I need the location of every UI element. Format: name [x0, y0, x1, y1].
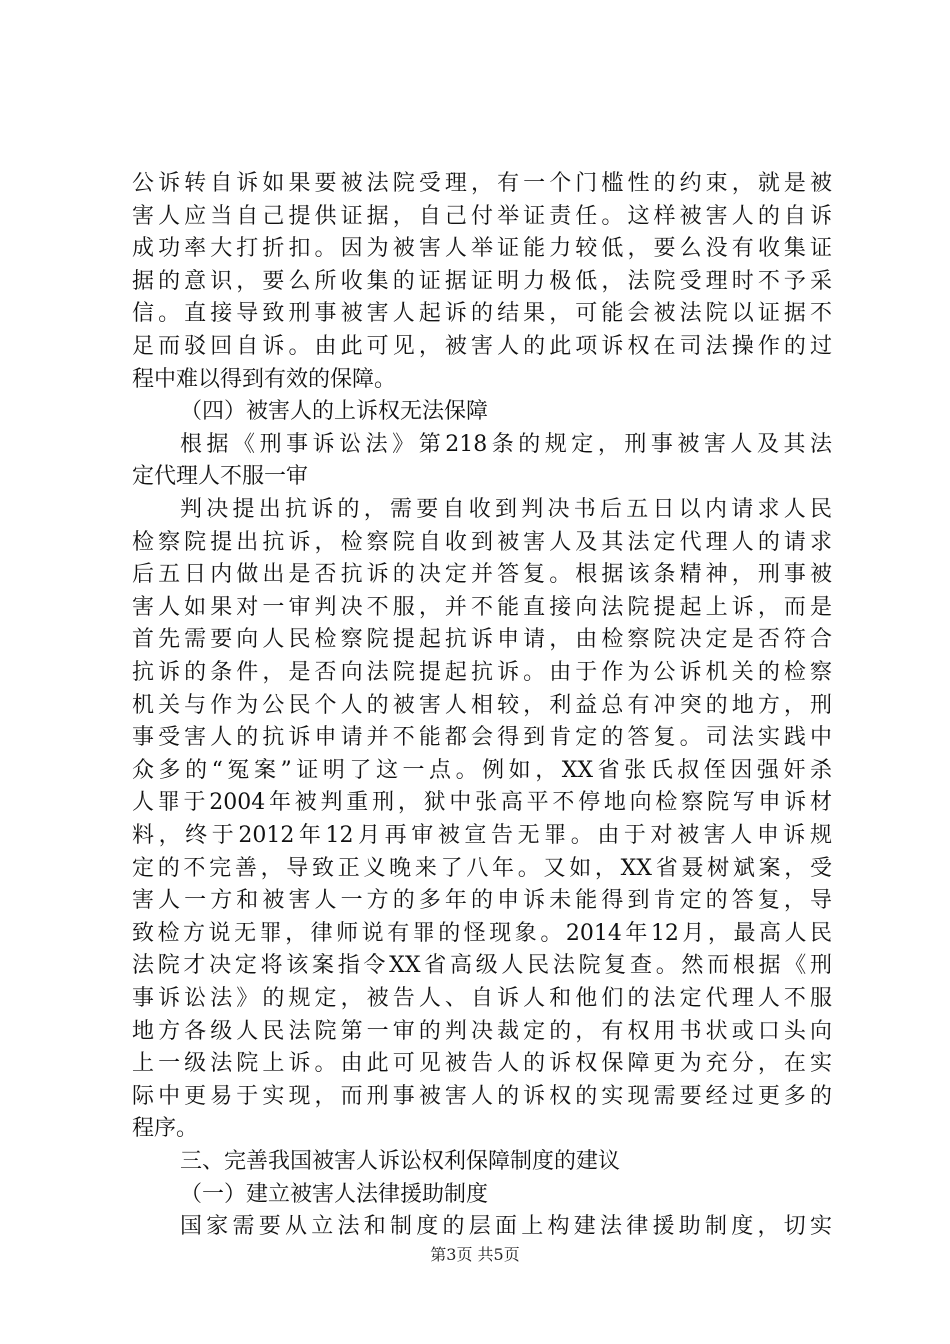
- body-line: 害人应当自己提供证据，自己付举证责任。这样被害人的自诉: [132, 203, 832, 229]
- body-line: 上一级法院上诉。由此可见被告人的诉权保障更为充分，在实: [132, 1051, 832, 1077]
- body-line: 法院才决定将该案指令XX省高级人民法院复查。然而根据《刑: [132, 953, 832, 979]
- body-line: 料，终于2012年12月再审被宣告无罪。由于对被害人申诉规: [132, 823, 832, 848]
- body-line: 事受害人的抗诉申请并不能都会得到肯定的答复。司法实践中: [132, 725, 832, 751]
- body-line: 人罪于2004年被判重刑，狱中张高平不停地向检察院写申诉材: [132, 790, 832, 816]
- body-line: 定代理人不服一审: [132, 464, 309, 490]
- body-line: 根据《刑事诉讼法》第218条的规定，刑事被害人及其法: [180, 431, 832, 457]
- body-line: 信。直接导致刑事被害人起诉的结果，可能会被法院以证据不: [132, 301, 832, 327]
- body-line: 害人如果对一审判决不服，并不能直接向法院提起上诉，而是: [132, 594, 832, 620]
- section-heading-4: （四）被害人的上诉权无法保障: [180, 399, 489, 425]
- body-line: 后五日内做出是否抗诉的决定并答复。根据该条精神，刑事被: [132, 562, 832, 588]
- body-line: 害人一方和被害人一方的多年的申诉未能得到肯定的答复，导: [132, 888, 832, 914]
- body-line: 程序。: [132, 1116, 199, 1142]
- body-line: 足而驳回自诉。由此可见，被害人的此项诉权在司法操作的过: [132, 334, 832, 359]
- page-footer: 第3页 共5页: [430, 1245, 520, 1264]
- body-line: 据的意识，要么所收集的证据证明力极低，法院受理时不予采: [132, 268, 832, 294]
- body-line: 三、完善我国被害人诉讼权利保障制度的建议: [180, 1149, 621, 1174]
- body-line: 检察院提出抗诉，检察院自收到被害人及其法定代理人的请求: [132, 529, 832, 555]
- body-line: 首先需要向人民检察院提起抗诉申请，由检察院决定是否符合: [132, 627, 832, 653]
- body-line: 定的不完善，导致正义晚来了八年。又如，XX省聂树斌案，受: [132, 855, 832, 881]
- body-line: 程中难以得到有效的保障。: [132, 366, 397, 392]
- body-line: 抗诉的条件，是否向法院提起抗诉。由于作为公诉机关的检察: [132, 660, 832, 685]
- body-line: 事诉讼法》的规定，被告人、自诉人和他们的法定代理人不服: [132, 986, 832, 1011]
- body-line: （一）建立被害人法律援助制度: [180, 1181, 489, 1207]
- body-line: 成功率大打折扣。因为被害人举证能力较低，要么没有收集证: [132, 236, 832, 262]
- body-line: 际中更易于实现，而刑事被害人的诉权的实现需要经过更多的: [132, 1083, 832, 1109]
- body-line: 致检方说无罪，律师说有罪的怪现象。2014年12月，最高人民: [132, 920, 832, 946]
- body-line: 公诉转自诉如果要被法院受理，有一个门槛性的约束，就是被: [132, 171, 832, 196]
- body-line: 众多的“冤案”证明了这一点。例如，XX省张氏叔侄因强奸杀: [132, 757, 832, 783]
- body-line: 机关与作为公民个人的被害人相较，利益总有冲突的地方，刑: [132, 692, 832, 718]
- body-line: 国家需要从立法和制度的层面上构建法律援助制度，切实: [180, 1214, 832, 1240]
- body-line: 地方各级人民法院第一审的判决裁定的，有权用书状或口头向: [132, 1018, 832, 1044]
- body-line: 判决提出抗诉的，需要自收到判决书后五日以内请求人民: [180, 497, 832, 522]
